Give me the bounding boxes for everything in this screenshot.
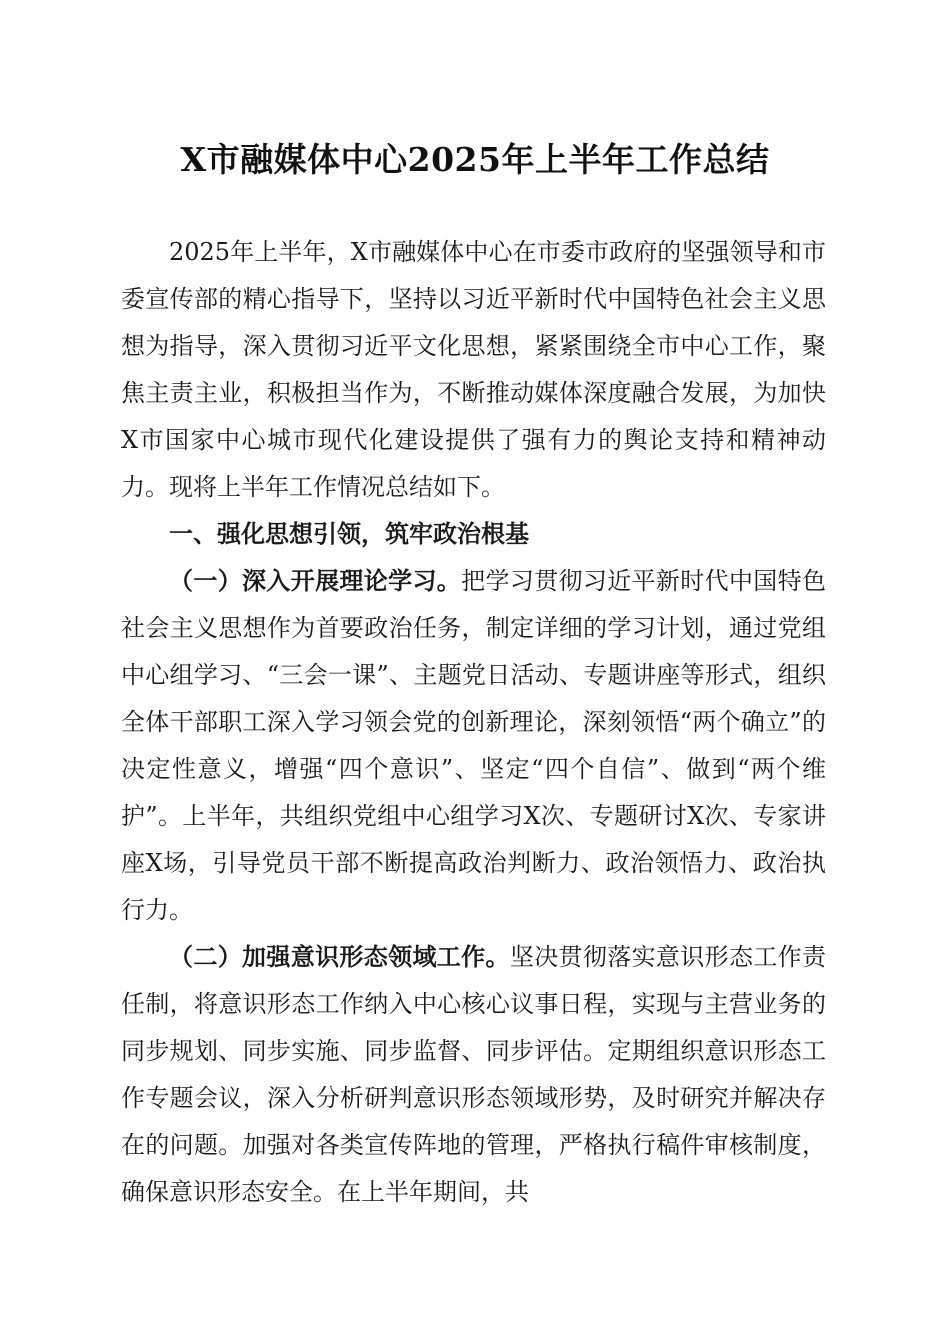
section1-item2-paragraph — [121, 934, 826, 1216]
document-body — [121, 229, 826, 1216]
item2-text: 坚决贯彻落实意识形态工作责任制，将意识形态工作纳入中心核心议事日程，实现与主营业务的同步规划、同步实施、同步监督、同步评估。定期组织意识形态工作专题会议，深入分析研判意识形态领域形势，及时研究并解决存在的问题。加强对各类宣传阵地的管理，严格执行稿件审核制度，确保意识形态安全。在上半年期间，共 — [121, 943, 827, 1206]
intro-paragraph: 2025年上半年，X市融媒体中心在市委市政府的坚强领导和市委宣传部的精心指导下，坚持以习近平新时代中国特色社会主义思想为指导，深入贯彻习近平文化思想，紧紧围绕全市中心工作，聚焦主责主业，积极担当作为，不断推动媒体深度融合发展，为加快X市国家中心城市现代化建设提供了强有力的舆论支持和精神动力。现将上半年工作情况总结如下。 — [121, 238, 826, 501]
document-title: X市融媒体中心2025年上半年工作总结 — [180, 140, 770, 179]
item1-text: 把学习贯彻习近平新时代中国特色社会主义思想作为首要政治任务，制定详细的学习计划，通过党组中心组学习、“三会一课”、主题党日活动、专题讲座等形式，组织全体干部职工深入学习领会党的创新理论，深刻领悟“两个确立”的决定性意义，增强“四个意识”、坚定“四个自信”、做到“两个维护”。上半年，共组织党组中心组学习X次、专题研讨X次、专家讲座X场，引导党员干部不断提高政治判断力、政治领悟力、政治执行力。 — [121, 567, 827, 924]
section-heading-1: 一、强化思想引领，筑牢政治根基 — [169, 520, 529, 548]
item2-lead: （二）加强意识形态领域工作。 — [169, 943, 510, 971]
item1-lead: （一）深入开展理论学习。 — [169, 567, 462, 595]
section1-item1-paragraph — [121, 558, 826, 934]
